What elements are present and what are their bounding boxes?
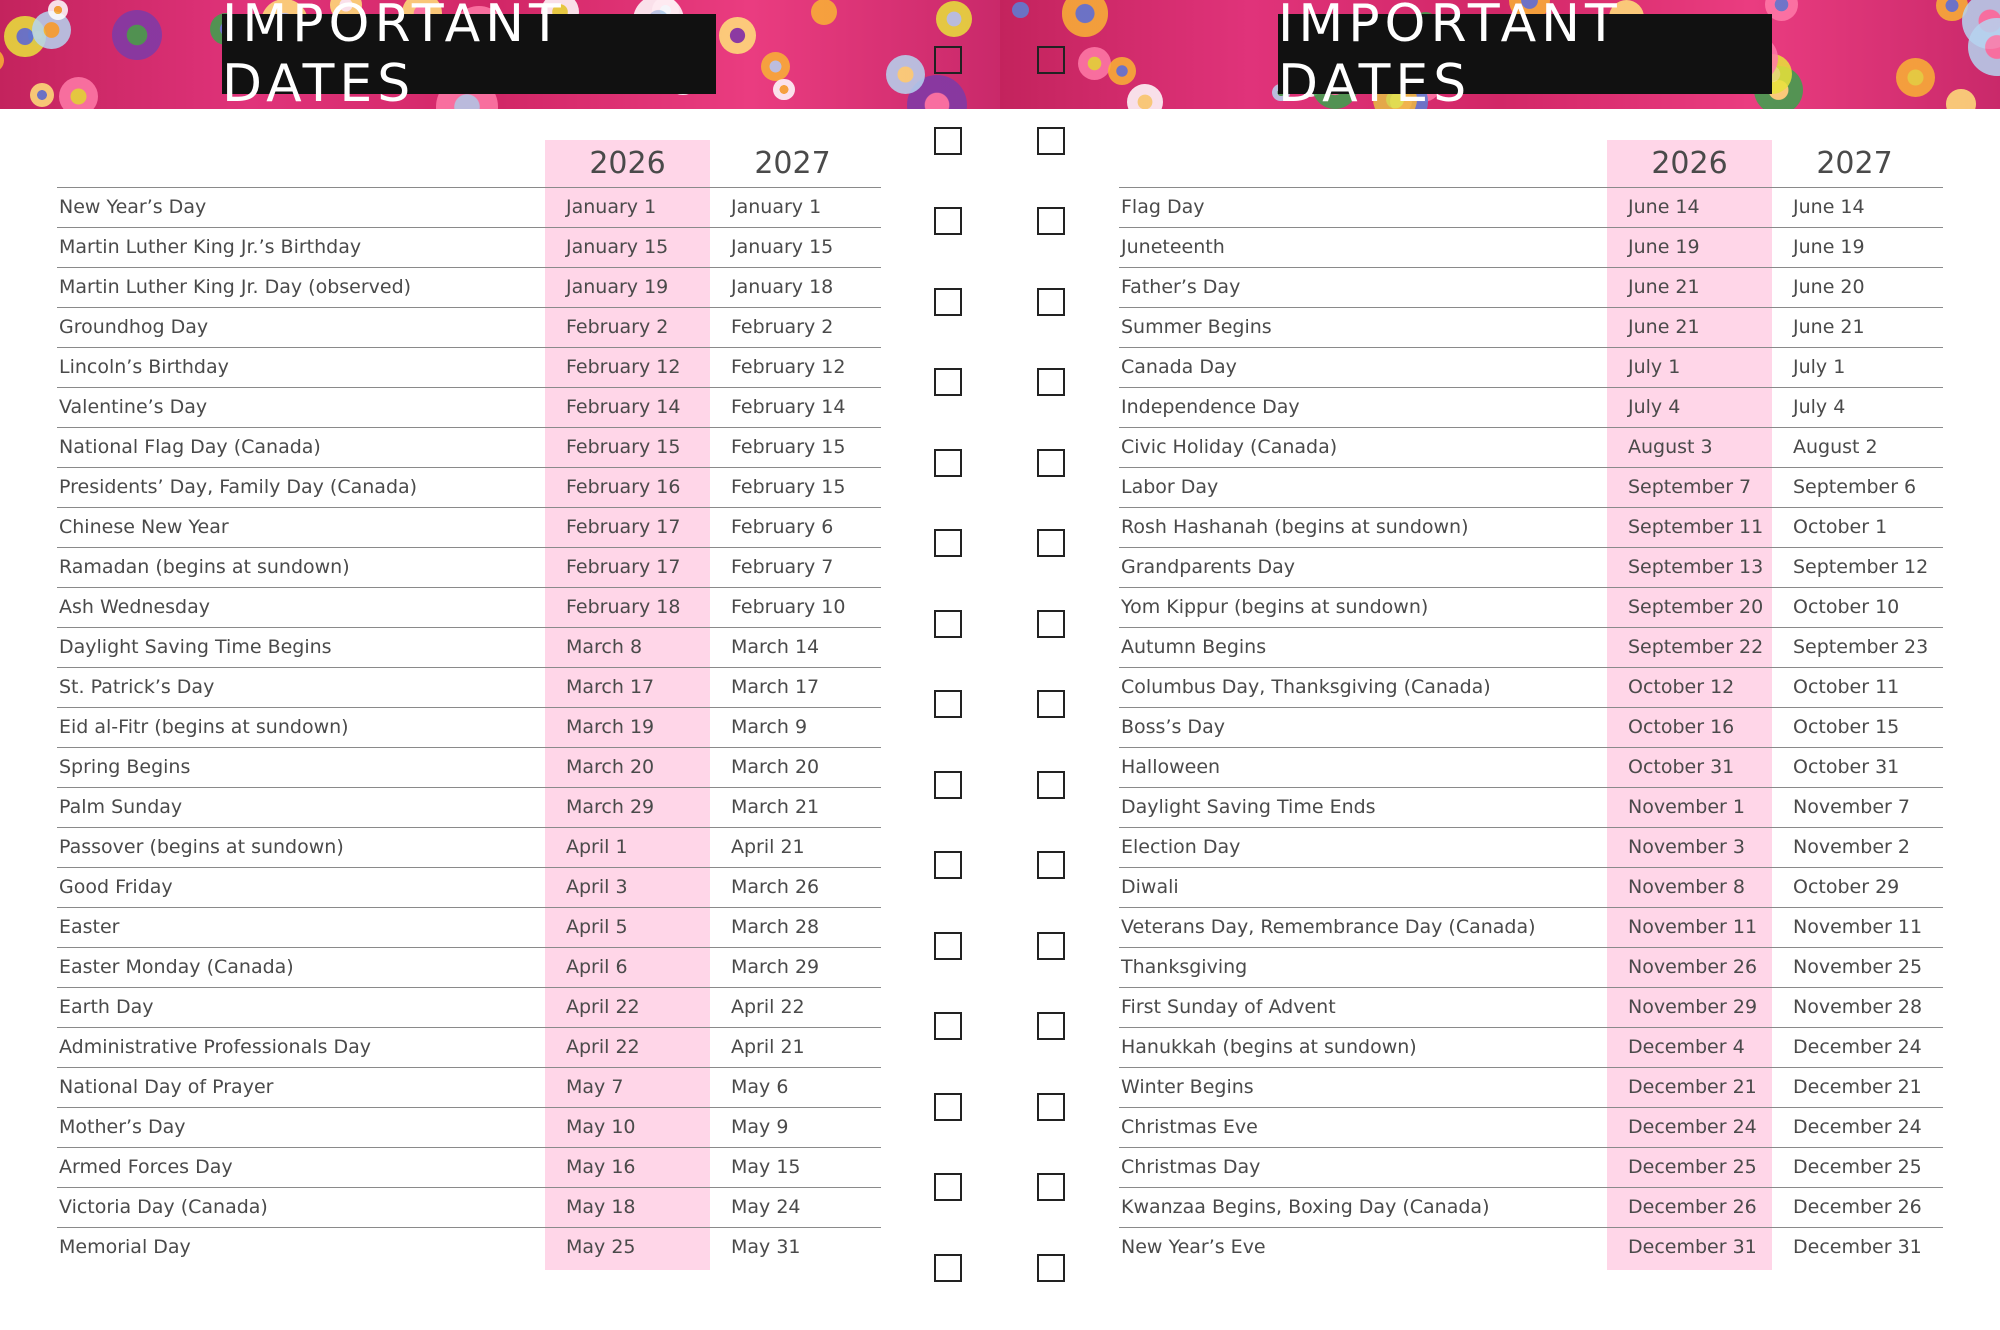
holiday-name: Flag Day — [1121, 196, 1205, 218]
checkbox[interactable] — [1037, 288, 1065, 316]
date-2027: November 25 — [1793, 956, 1923, 978]
table-row — [1119, 1067, 1943, 1107]
table-row — [1119, 267, 1943, 307]
date-2026: March 8 — [566, 636, 643, 658]
holiday-name: Diwali — [1121, 876, 1179, 898]
date-2026: March 20 — [566, 756, 655, 778]
date-2026: October 12 — [1628, 676, 1735, 698]
table-row — [1119, 947, 1943, 987]
date-2027: June 14 — [1793, 196, 1865, 218]
date-2027: February 6 — [731, 516, 834, 538]
date-2026: May 10 — [566, 1116, 636, 1138]
holiday-name: Juneteenth — [1121, 236, 1225, 258]
holiday-name: Mother’s Day — [59, 1116, 186, 1138]
checkbox[interactable] — [934, 1254, 962, 1282]
date-2027: April 22 — [731, 996, 805, 1018]
date-2026: February 17 — [566, 516, 681, 538]
date-2027: September 12 — [1793, 556, 1929, 578]
holiday-name: Ash Wednesday — [59, 596, 210, 618]
date-2026: September 22 — [1628, 636, 1764, 658]
title-plate — [1278, 0, 1772, 114]
checkbox[interactable] — [934, 368, 962, 396]
date-2027: October 1 — [1793, 516, 1888, 538]
checkbox[interactable] — [934, 690, 962, 718]
checkbox[interactable] — [934, 449, 962, 477]
table-row — [57, 187, 881, 227]
date-2027: May 24 — [731, 1196, 801, 1218]
date-2026: April 1 — [566, 836, 628, 858]
date-2026: March 19 — [566, 716, 655, 738]
checkbox[interactable] — [934, 46, 962, 74]
checkbox[interactable] — [1037, 1254, 1065, 1282]
flower-decoration — [112, 10, 162, 60]
table-row — [1119, 1107, 1943, 1147]
year-header-2027: 2027 — [1816, 146, 1893, 181]
right-page — [1000, 0, 2000, 1330]
checkbox[interactable] — [1037, 368, 1065, 396]
date-2026: October 31 — [1628, 756, 1735, 778]
date-2026: April 5 — [566, 916, 628, 938]
title-plate — [222, 0, 716, 114]
checkbox[interactable] — [1037, 690, 1065, 718]
holiday-name: Father’s Day — [1121, 276, 1241, 298]
date-2027: December 24 — [1793, 1036, 1922, 1058]
holiday-name: Easter — [59, 916, 120, 938]
table-row — [57, 627, 881, 667]
table-row — [57, 707, 881, 747]
table-row — [57, 467, 881, 507]
checkbox[interactable] — [934, 127, 962, 155]
table-row — [1119, 227, 1943, 267]
date-2027: September 6 — [1793, 476, 1917, 498]
flower-decoration — [761, 52, 790, 81]
date-2027: May 31 — [731, 1236, 801, 1258]
date-2026: February 12 — [566, 356, 681, 378]
date-2026: June 21 — [1628, 316, 1700, 338]
checkbox[interactable] — [934, 851, 962, 879]
flower-decoration — [1012, 2, 1028, 18]
date-2026: April 22 — [566, 1036, 640, 1058]
holiday-name: Rosh Hashanah (begins at sundown) — [1121, 516, 1469, 538]
date-2027: March 20 — [731, 756, 820, 778]
date-2027: January 1 — [731, 196, 822, 218]
date-2026: September 20 — [1628, 596, 1764, 618]
table-row — [1119, 787, 1943, 827]
table-row — [57, 547, 881, 587]
date-2027: October 31 — [1793, 756, 1900, 778]
table-row — [1119, 987, 1943, 1027]
table-row — [57, 267, 881, 307]
date-2026: December 4 — [1628, 1036, 1745, 1058]
table-row — [1119, 187, 1943, 227]
holiday-name: Eid al-Fitr (begins at sundown) — [59, 716, 349, 738]
date-2026: September 11 — [1628, 516, 1764, 538]
date-2027: January 18 — [731, 276, 834, 298]
date-2026: November 3 — [1628, 836, 1745, 858]
year-header-2026: 2026 — [589, 146, 666, 181]
date-2027: July 4 — [1793, 396, 1846, 418]
table-row — [57, 947, 881, 987]
flower-decoration — [0, 49, 4, 73]
flower-decoration — [773, 79, 795, 101]
date-2026: February 17 — [566, 556, 681, 578]
date-2027: June 21 — [1793, 316, 1865, 338]
date-2026: December 31 — [1628, 1236, 1757, 1258]
flower-decoration — [1896, 58, 1935, 97]
date-2027: February 2 — [731, 316, 834, 338]
flower-decoration — [1062, 0, 1108, 37]
flower-decoration — [936, 1, 972, 37]
date-2026: April 3 — [566, 876, 628, 898]
table-row — [57, 747, 881, 787]
date-2026: December 25 — [1628, 1156, 1757, 1178]
table-row — [1119, 867, 1943, 907]
checkbox[interactable] — [934, 610, 962, 638]
date-2026: November 26 — [1628, 956, 1758, 978]
holiday-name: Lincoln’s Birthday — [59, 356, 229, 378]
table-row — [57, 1147, 881, 1187]
page-title: IMPORTANT DATES — [222, 0, 566, 114]
holiday-name: Armed Forces Day — [59, 1156, 233, 1178]
checkbox[interactable] — [934, 771, 962, 799]
date-2026: February 16 — [566, 476, 681, 498]
checkbox[interactable] — [1037, 46, 1065, 74]
date-2027: March 28 — [731, 916, 820, 938]
checkbox[interactable] — [1037, 771, 1065, 799]
date-2027: September 23 — [1793, 636, 1929, 658]
date-2027: March 17 — [731, 676, 820, 698]
checkbox[interactable] — [934, 932, 962, 960]
date-2027: December 25 — [1793, 1156, 1922, 1178]
holiday-name: Canada Day — [1121, 356, 1237, 378]
table-row — [57, 1187, 881, 1227]
table-row — [1119, 1147, 1943, 1187]
table-row — [1119, 707, 1943, 747]
checkbox[interactable] — [934, 207, 962, 235]
table-row — [1119, 427, 1943, 467]
holiday-name: Easter Monday (Canada) — [59, 956, 294, 978]
date-2027: December 31 — [1793, 1236, 1922, 1258]
date-2027: October 15 — [1793, 716, 1900, 738]
date-2027: March 29 — [731, 956, 820, 978]
checkbox[interactable] — [934, 288, 962, 316]
date-2026: November 29 — [1628, 996, 1758, 1018]
table-row — [57, 587, 881, 627]
date-2026: September 7 — [1628, 476, 1752, 498]
date-2026: February 2 — [566, 316, 669, 338]
holiday-name: Administrative Professionals Day — [59, 1036, 371, 1058]
date-2026: April 22 — [566, 996, 640, 1018]
date-2026: November 11 — [1628, 916, 1758, 938]
date-2027: October 11 — [1793, 676, 1900, 698]
holiday-name: Winter Begins — [1121, 1076, 1254, 1098]
table-row — [57, 907, 881, 947]
date-2027: July 1 — [1793, 356, 1846, 378]
date-2026: August 3 — [1628, 436, 1713, 458]
table-row — [57, 227, 881, 267]
holiday-name: Autumn Begins — [1121, 636, 1267, 658]
date-2026: February 14 — [566, 396, 681, 418]
table-row — [1119, 307, 1943, 347]
checkbox[interactable] — [1037, 529, 1065, 557]
checkbox[interactable] — [1037, 610, 1065, 638]
holiday-name: Earth Day — [59, 996, 154, 1018]
holiday-name: Ramadan (begins at sundown) — [59, 556, 350, 578]
date-2026: January 19 — [566, 276, 669, 298]
table-row — [57, 867, 881, 907]
table-row — [57, 387, 881, 427]
year-header-2027: 2027 — [754, 146, 831, 181]
flower-decoration — [1078, 47, 1111, 80]
date-2027: June 19 — [1793, 236, 1865, 258]
date-2027: April 21 — [731, 1036, 805, 1058]
holiday-name: National Day of Prayer — [59, 1076, 274, 1098]
table-row — [1119, 587, 1943, 627]
holiday-name: Veterans Day, Remembrance Day (Canada) — [1121, 916, 1536, 938]
date-2026: February 15 — [566, 436, 681, 458]
date-2026: June 21 — [1628, 276, 1700, 298]
holiday-name: Palm Sunday — [59, 796, 183, 818]
table-row — [1119, 907, 1943, 947]
date-2027: April 21 — [731, 836, 805, 858]
date-2026: May 25 — [566, 1236, 636, 1258]
date-2027: February 10 — [731, 596, 846, 618]
date-2027: March 9 — [731, 716, 808, 738]
checkbox[interactable] — [1037, 127, 1065, 155]
holiday-name: Grandparents Day — [1121, 556, 1296, 578]
date-2026: November 8 — [1628, 876, 1745, 898]
holiday-name: Groundhog Day — [59, 316, 209, 338]
table-row — [57, 667, 881, 707]
date-2026: April 6 — [566, 956, 628, 978]
flower-decoration — [811, 0, 838, 25]
flower-decoration — [30, 83, 54, 107]
table-row — [1119, 1187, 1943, 1227]
date-2026: December 21 — [1628, 1076, 1757, 1098]
holiday-name: Thanksgiving — [1121, 956, 1248, 978]
date-2026: June 14 — [1628, 196, 1700, 218]
table-row — [1119, 387, 1943, 427]
date-2027: December 24 — [1793, 1116, 1922, 1138]
date-2026: January 1 — [566, 196, 657, 218]
date-2026: January 15 — [566, 236, 669, 258]
dates-table — [57, 187, 881, 1267]
date-2026: March 17 — [566, 676, 655, 698]
flower-decoration — [1108, 57, 1136, 85]
flower-decoration — [59, 77, 98, 109]
holiday-name: Good Friday — [59, 876, 173, 898]
holiday-name: Christmas Eve — [1121, 1116, 1258, 1138]
checkbox[interactable] — [934, 1173, 962, 1201]
holiday-name: Columbus Day, Thanksgiving (Canada) — [1121, 676, 1491, 698]
holiday-name: Spring Begins — [59, 756, 191, 778]
holiday-name: Halloween — [1121, 756, 1221, 778]
table-row — [1119, 747, 1943, 787]
year-header-2026: 2026 — [1651, 146, 1728, 181]
date-2027: August 2 — [1793, 436, 1878, 458]
checkbox[interactable] — [1037, 1093, 1065, 1121]
holiday-name: Kwanzaa Begins, Boxing Day (Canada) — [1121, 1196, 1490, 1218]
holiday-name: Summer Begins — [1121, 316, 1272, 338]
table-row — [57, 1027, 881, 1067]
table-row — [1119, 667, 1943, 707]
holiday-name: First Sunday of Advent — [1121, 996, 1336, 1018]
holiday-name: Memorial Day — [59, 1236, 191, 1258]
date-2027: February 15 — [731, 476, 846, 498]
date-2027: December 21 — [1793, 1076, 1922, 1098]
holiday-name: Martin Luther King Jr. Day (observed) — [59, 276, 412, 298]
table-row — [1119, 347, 1943, 387]
date-2027: February 14 — [731, 396, 846, 418]
checkbox[interactable] — [934, 1012, 962, 1040]
date-2026: May 18 — [566, 1196, 636, 1218]
holiday-name: Daylight Saving Time Ends — [1121, 796, 1376, 818]
holiday-name: Daylight Saving Time Begins — [59, 636, 332, 658]
dates-table — [1119, 187, 1943, 1267]
date-2026: July 1 — [1628, 356, 1681, 378]
holiday-name: Victoria Day (Canada) — [59, 1196, 268, 1218]
table-row — [1119, 1027, 1943, 1067]
table-row — [57, 427, 881, 467]
date-2026: May 16 — [566, 1156, 636, 1178]
table-row — [57, 1067, 881, 1107]
checkbox[interactable] — [1037, 449, 1065, 477]
date-2026: July 4 — [1628, 396, 1681, 418]
table-row — [57, 787, 881, 827]
holiday-name: New Year’s Day — [59, 196, 207, 218]
page-title: IMPORTANT DATES — [1278, 0, 1622, 114]
checkbox[interactable] — [1037, 932, 1065, 960]
date-2027: December 26 — [1793, 1196, 1922, 1218]
table-row — [57, 307, 881, 347]
flower-decoration — [1127, 84, 1163, 109]
holiday-name: Boss’s Day — [1121, 716, 1225, 738]
holiday-name: Yom Kippur (begins at sundown) — [1121, 596, 1429, 618]
date-2027: February 7 — [731, 556, 834, 578]
checkbox[interactable] — [934, 529, 962, 557]
date-2027: March 14 — [731, 636, 820, 658]
holiday-name: Valentine’s Day — [59, 396, 208, 418]
holiday-name: Hanukkah (begins at sundown) — [1121, 1036, 1417, 1058]
date-2027: May 9 — [731, 1116, 789, 1138]
table-row — [1119, 627, 1943, 667]
date-2026: September 13 — [1628, 556, 1764, 578]
table-row — [1119, 547, 1943, 587]
holiday-name: St. Patrick’s Day — [59, 676, 215, 698]
date-2027: May 15 — [731, 1156, 801, 1178]
table-row — [57, 507, 881, 547]
date-2027: November 11 — [1793, 916, 1923, 938]
checkbox[interactable] — [934, 1093, 962, 1121]
holiday-name: Election Day — [1121, 836, 1241, 858]
checkbox[interactable] — [1037, 1173, 1065, 1201]
date-2026: October 16 — [1628, 716, 1735, 738]
holiday-name: Presidents’ Day, Family Day (Canada) — [59, 476, 418, 498]
date-2027: June 20 — [1793, 276, 1865, 298]
table-row — [1119, 1227, 1943, 1267]
table-row — [57, 1107, 881, 1147]
date-2026: May 7 — [566, 1076, 624, 1098]
holiday-name: Civic Holiday (Canada) — [1121, 436, 1338, 458]
holiday-name: Chinese New Year — [59, 516, 229, 538]
holiday-name: Independence Day — [1121, 396, 1300, 418]
date-2026: March 29 — [566, 796, 655, 818]
flower-decoration — [886, 55, 925, 94]
checkbox[interactable] — [1037, 207, 1065, 235]
date-2027: November 7 — [1793, 796, 1910, 818]
table-row — [1119, 507, 1943, 547]
table-row — [1119, 827, 1943, 867]
date-2027: March 26 — [731, 876, 820, 898]
holiday-name: New Year’s Eve — [1121, 1236, 1266, 1258]
checkbox[interactable] — [1037, 851, 1065, 879]
date-2027: October 29 — [1793, 876, 1900, 898]
holiday-name: Labor Day — [1121, 476, 1219, 498]
date-2027: January 15 — [731, 236, 834, 258]
table-row — [57, 987, 881, 1027]
table-row — [1119, 467, 1943, 507]
holiday-name: Christmas Day — [1121, 1156, 1261, 1178]
table-row — [57, 827, 881, 867]
table-row — [57, 347, 881, 387]
flower-decoration — [719, 17, 756, 54]
holiday-name: Passover (begins at sundown) — [59, 836, 344, 858]
date-2027: March 21 — [731, 796, 820, 818]
date-2026: November 1 — [1628, 796, 1745, 818]
date-2027: October 10 — [1793, 596, 1900, 618]
date-2026: February 18 — [566, 596, 681, 618]
date-2027: February 15 — [731, 436, 846, 458]
date-2026: December 24 — [1628, 1116, 1757, 1138]
date-2027: November 2 — [1793, 836, 1910, 858]
flower-decoration — [1946, 89, 1976, 109]
date-2027: February 12 — [731, 356, 846, 378]
checkbox[interactable] — [1037, 1012, 1065, 1040]
table-row — [57, 1227, 881, 1267]
date-2027: November 28 — [1793, 996, 1923, 1018]
date-2026: December 26 — [1628, 1196, 1757, 1218]
date-2026: June 19 — [1628, 236, 1700, 258]
holiday-name: Martin Luther King Jr.’s Birthday — [59, 236, 362, 258]
date-2027: May 6 — [731, 1076, 789, 1098]
holiday-name: National Flag Day (Canada) — [59, 436, 321, 458]
